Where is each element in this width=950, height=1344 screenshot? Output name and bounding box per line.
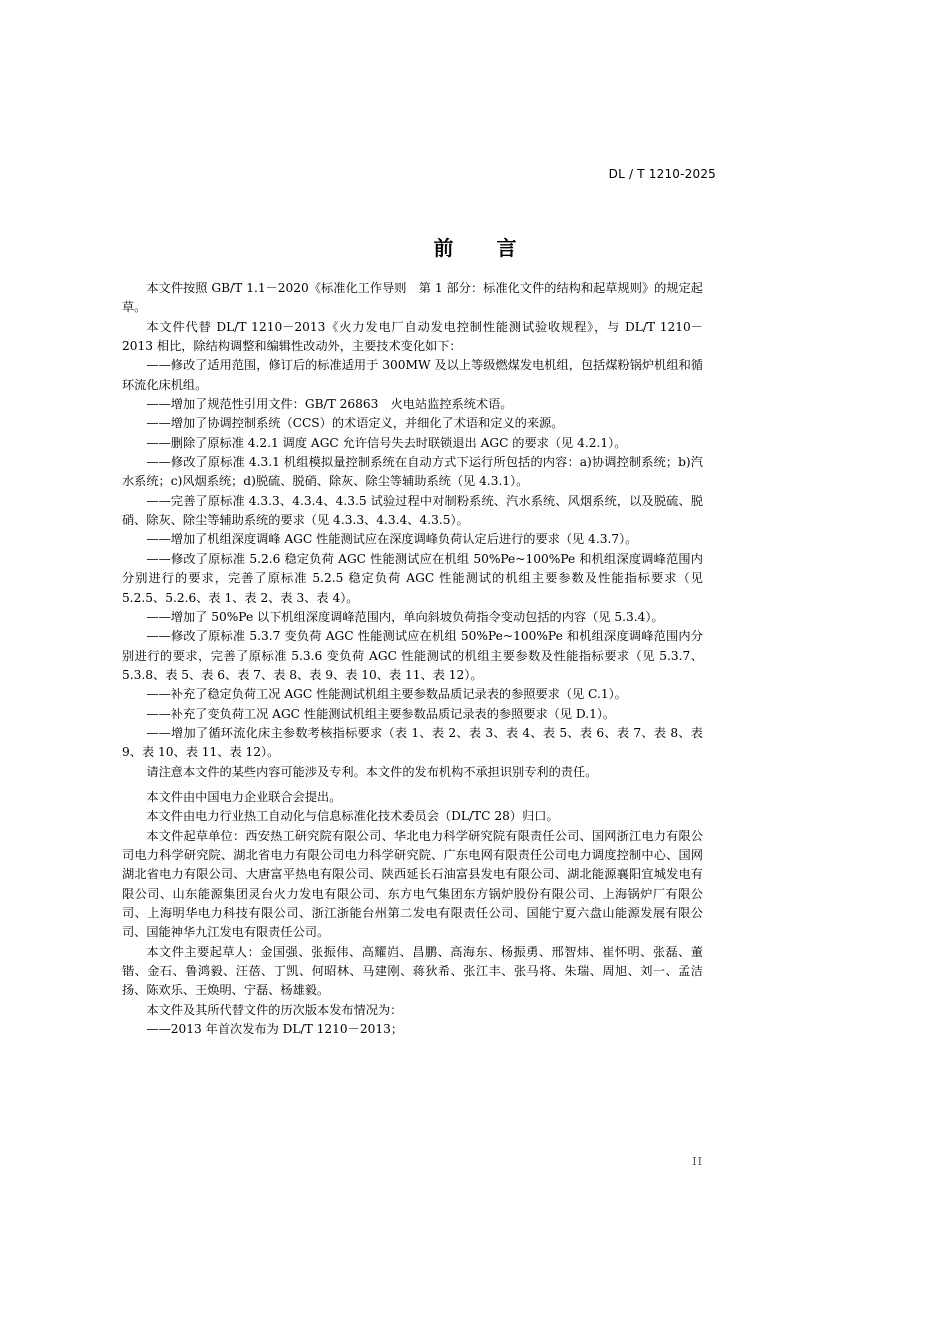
change-item: ——增加了 50%Pe 以下机组深度调峰范围内，单向斜坡负荷指令变动包括的内容（见 5.3.4）。 xyxy=(146,609,664,624)
change-item: ——修改了原标准 5.3.7 变负荷 AGC 性能测试应在机组 50%Pe~100%Pe 和机组深度调峰范围内分别进行的要求，完善了原标准 5.3.6 变负荷 AGC 性能测试的机组主要参数及性能指标要求（见 5.3.7、5.3.8、表 5、表 6、表 7、表 8、表 9、表 10、表 11、表 12）。 xyxy=(122,629,703,682)
paragraph-drafting-rules: 本文件按照 GB/T 1.1－2020《标准化工作导则 第 1 部分：标准化文件的结构和起草规则》的规定起草。 xyxy=(122,281,703,315)
paragraph-replacement: 本文件代替 DL/T 1210－2013《火力发电厂自动发电控制性能测试验收规程》，与 DL/T 1210－2013 相比，除结构调整和编辑性改动外，主要技术变化如下： xyxy=(122,319,703,354)
change-item: ——补充了稳定负荷工况 AGC 性能测试机组主要参数品质记录表的参照要求（见 C.1）。 xyxy=(146,687,627,702)
foreword-body xyxy=(122,279,703,1039)
change-item: ——增加了规范性引用文件：GB/T 26863 火电站监控系统术语。 xyxy=(146,397,513,412)
paragraph-version-history: 本文件及其所代替文件的历次版本发布情况为： xyxy=(146,1002,403,1017)
change-item: ——删除了原标准 4.2.1 调度 AGC 允许信号失去时联锁退出 AGC 的要求（见 4.2.1）。 xyxy=(146,435,627,450)
change-item: ——补充了变负荷工况 AGC 性能测试机组主要参数品质记录表的参照要求（见 D.1）。 xyxy=(146,706,616,721)
paragraph-drafting-organizations: 本文件起草单位：西安热工研究院有限公司、华北电力科学研究院有限责任公司、国网浙江电力有限公司电力科学研究院、湖北省电力有限公司电力科学研究院、广东电网有限责任公司电力调度控制中心、国网湖北省电力有限公司、大唐富平热电有限公司、陕西延长石油富县发电有限公司、湖北能源襄阳宜城发电有限公司、山东能源集团灵台火力发电有限公司、东方电气集团东方锅炉股份有限公司、上海锅炉厂有限公司、上海明华电力科技有限公司、浙江浙能台州第二发电有限责任公司、国能宁夏六盘山能源发展有限公司、国能神华九江发电有限责任公司。 xyxy=(122,828,703,940)
paragraph-patent-notice: 请注意本文件的某些内容可能涉及专利。本文件的发布机构不承担识别专利的责任。 xyxy=(146,764,598,779)
page-number: II xyxy=(692,1155,703,1168)
change-item: ——增加了协调控制系统（CCS）的术语定义，并细化了术语和定义的来源。 xyxy=(146,416,564,431)
change-item: ——修改了原标准 5.2.6 稳定负荷 AGC 性能测试应在机组 50%Pe~100%Pe 和机组深度调峰范围内分别进行的要求，完善了原标准 5.2.5 稳定负荷 AGC 性能测试的机组主要参数及性能指标要求（见 5.2.5、5.2.6、表 1、表 2、表 3、表 4）。 xyxy=(122,551,703,605)
change-item: ——修改了适用范围，修订后的标准适用于 300MW 及以上等级燃煤发电机组，包括煤粉锅炉机组和循环流化床机组。 xyxy=(122,358,703,392)
change-item: ——增加了机组深度调峰 AGC 性能测试应在深度调峰负荷认定后进行的要求（见 4.3.7）。 xyxy=(146,532,638,547)
version-history-item: ——2013 年首次发布为 DL/T 1210－2013； xyxy=(146,1022,404,1037)
paragraph-proposer: 本文件由中国电力企业联合会提出。 xyxy=(146,789,342,804)
change-item: ——完善了原标准 4.3.3、4.3.4、4.3.5 试验过程中对制粉系统、汽水系统、风烟系统，以及脱硫、脱硝、除灰、除尘等辅助系统的要求（见 4.3.3、4.3.4、4.3.5）。 xyxy=(122,493,703,528)
document-number: DL / T 1210-2025 xyxy=(608,167,716,181)
paragraph-drafters: 本文件主要起草人：金国强、张振伟、高耀岿、昌鹏、高海东、杨振勇、邢智炜、崔怀明、张磊、董锴、金石、鲁鸿毅、汪蓓、丁凯、何昭林、马建刚、蒋狄希、张江丰、张马将、朱瑞、周旭、刘一、孟洁扬、陈欢乐、王焕明、宁磊、杨雄毅。 xyxy=(122,944,703,998)
page-title: 前 言 xyxy=(433,236,535,260)
change-item: ——修改了原标准 4.3.1 机组模拟量控制系统在自动方式下运行所包括的内容：a)协调控制系统；b)汽水系统；c)风烟系统；d)脱硫、脱硝、除灰、除尘等辅助系统（见 4.3.1）。 xyxy=(122,455,703,489)
change-item: ——增加了循环流化床主参数考核指标要求（表 1、表 2、表 3、表 4、表 5、表 6、表 7、表 8、表 9、表 10、表 11、表 12）。 xyxy=(122,725,703,760)
paragraph-technical-committee: 本文件由电力行业热工自动化与信息标准化技术委员会（DL/TC 28）归口。 xyxy=(146,809,559,824)
